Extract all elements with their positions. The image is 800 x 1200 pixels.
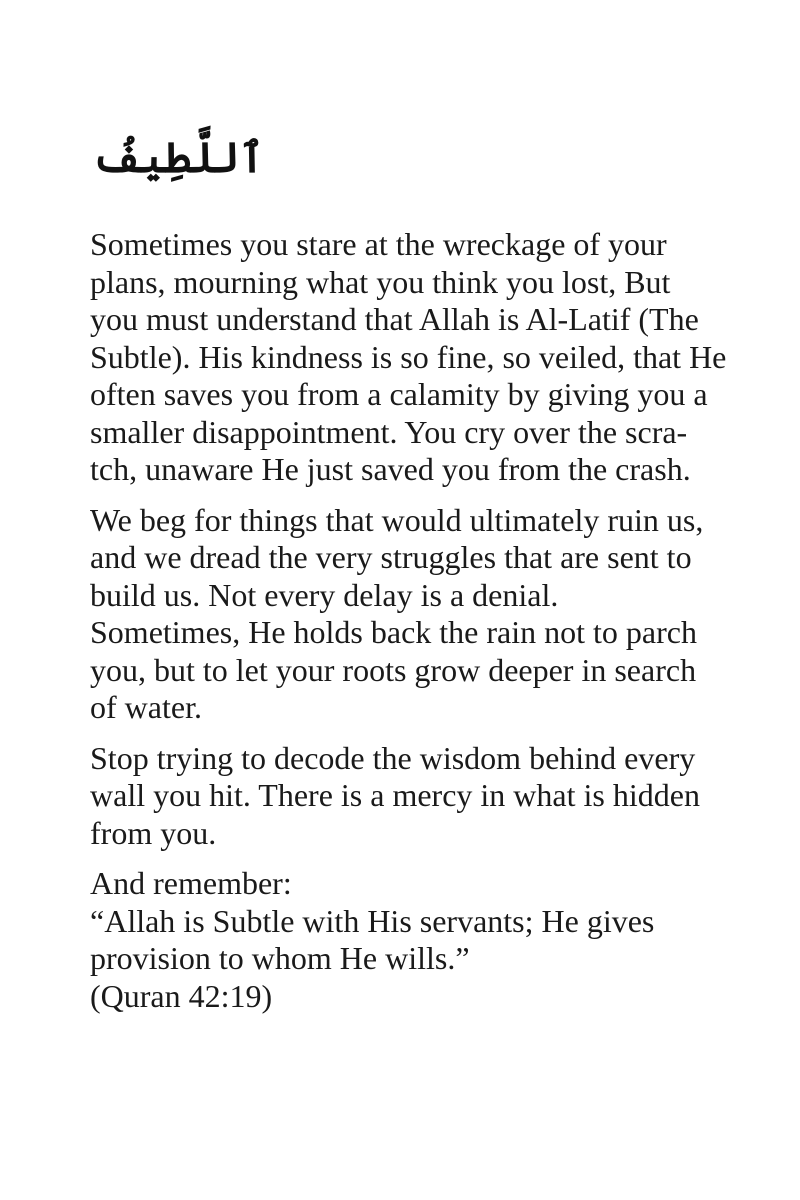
citation: (Quran 42:19) xyxy=(90,977,273,1014)
text-line: Sometimes you stare at the wreckage of your xyxy=(90,226,667,262)
text-line: you must understand that Allah is Al-Latif (The xyxy=(90,301,699,337)
text-line: And remember: xyxy=(90,865,292,901)
text-line: from you. xyxy=(90,814,217,851)
quote-line: “Allah is Subtle with His servants; He gives xyxy=(90,902,655,939)
text-line: build us. Not every delay is a denial. xyxy=(90,576,559,613)
text-line: Subtle). His kindness is so fine, so veiled, that He xyxy=(90,338,727,375)
text-line: tch, unaware He just saved you from the crash. xyxy=(90,451,691,487)
body-text xyxy=(90,226,730,1028)
text-line: Stop trying to decode the wisdom behind every xyxy=(90,739,696,776)
text-line: smaller disappointment. You cry over the scra- xyxy=(90,413,688,450)
paragraph-plans xyxy=(90,226,730,489)
paragraph-wisdom xyxy=(90,740,730,853)
arabic-title: ٱللَّطِيفُ xyxy=(92,133,265,182)
text-line: often saves you from a calamity by giving you a xyxy=(90,376,708,412)
paragraph-remember xyxy=(90,865,730,1015)
paragraph-struggles xyxy=(90,502,730,727)
text-line: We beg for things that would ultimately ruin us, xyxy=(90,501,704,538)
text-line: wall you hit. There is a mercy in what is hidden xyxy=(90,777,700,813)
text-line: you, but to let your roots grow deeper in search xyxy=(90,651,697,688)
quote-line: provision to whom He wills.” xyxy=(90,940,470,976)
text-line: and we dread the very struggles that are sent to xyxy=(90,539,692,575)
text-line: plans, mourning what you think you lost, But xyxy=(90,263,671,300)
text-line: Sometimes, He holds back the rain not to parch xyxy=(90,614,697,650)
text-line: of water. xyxy=(90,689,202,725)
